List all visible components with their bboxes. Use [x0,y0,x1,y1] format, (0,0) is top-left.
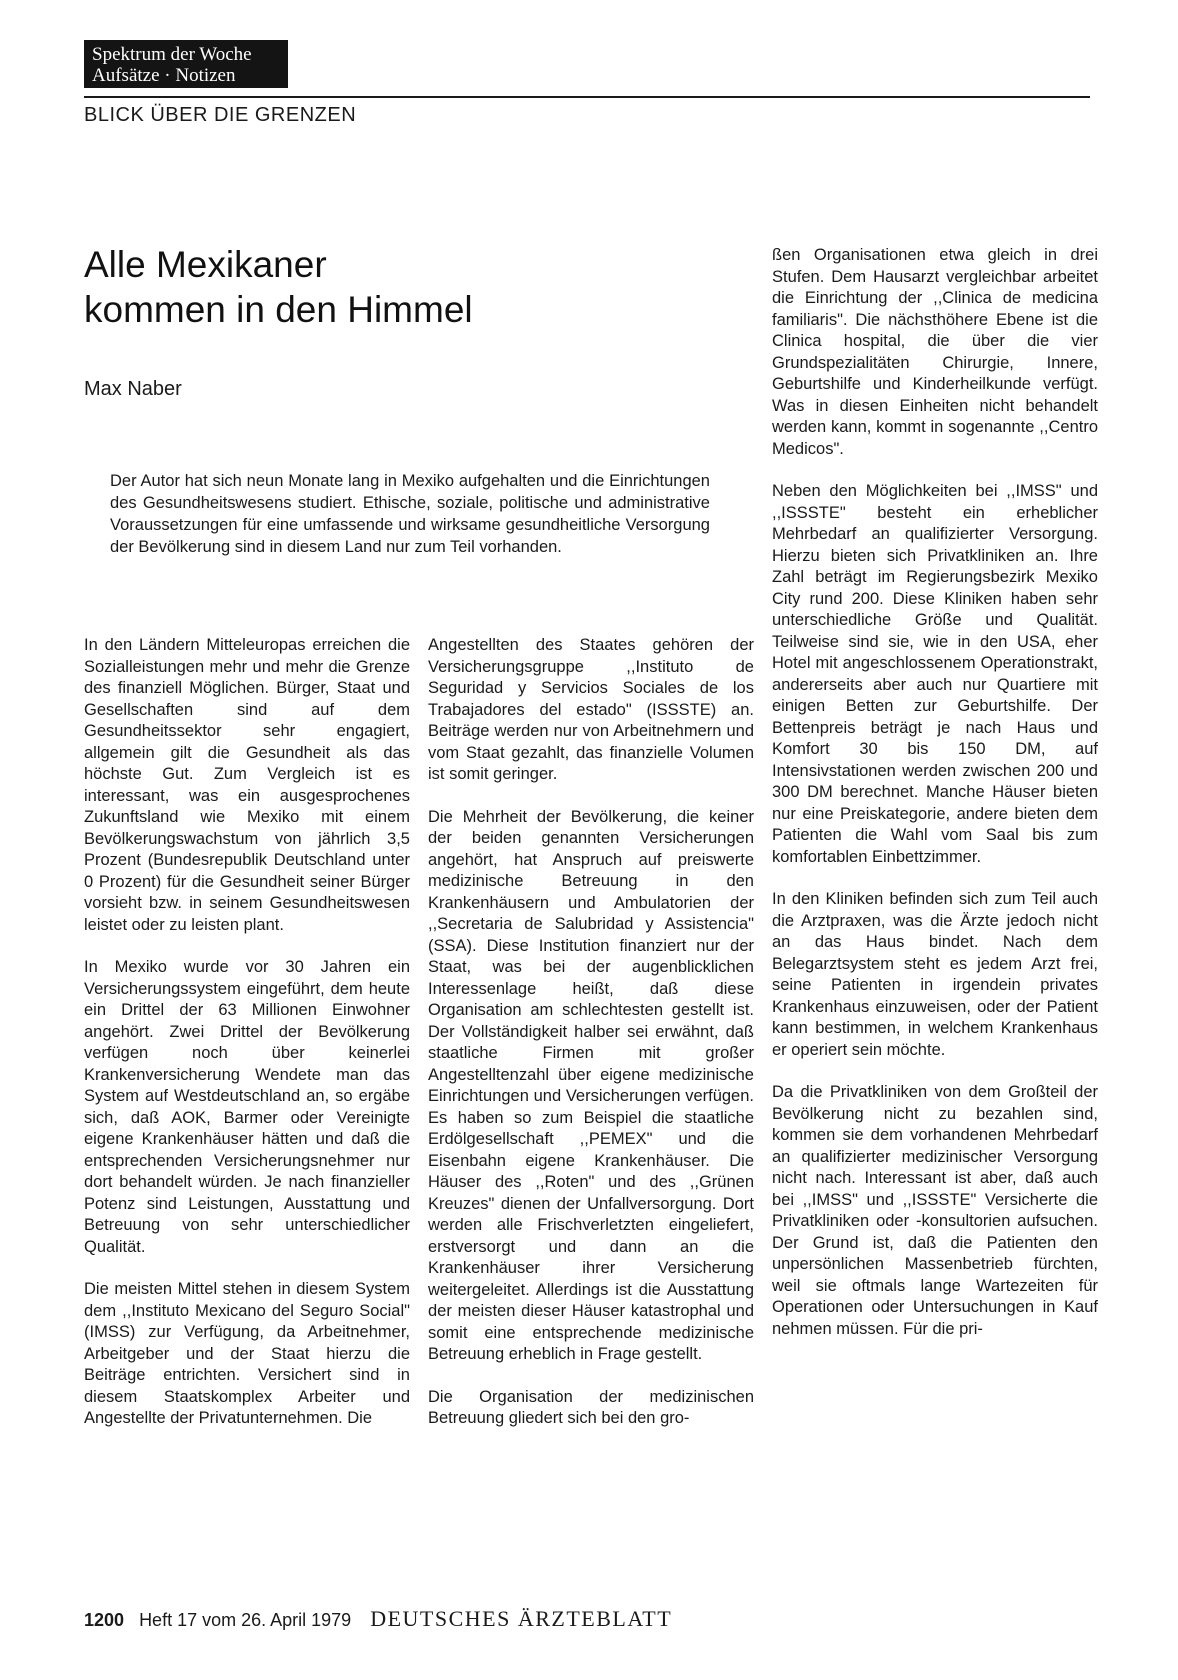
journal-name: DEUTSCHES ÄRZTEBLATT [370,1606,673,1631]
author-name: Max Naber [84,378,182,400]
paragraph: In den Ländern Mitteleuropas erreichen die Sozialleistungen mehr und mehr die Grenze des finanziell Möglichen. Bürger, Staat und Gesellschaften sind auf dem Gesundheitssektor sehr engagiert, allgemein gilt die Gesundheit als das höchste Gut. Zum Vergleich ist es interessant, was ein ausgesprochenes Zukunftsland wie Mexiko mit einem Bevölkerungswachstum von jährlich 3,5 Prozent (Bundesrepublik Deutschland unter 0 Prozent) für die Gesundheit seiner Bürger vorsieht bzw. in seinem Gesundheitswesen leistet oder zu leisten plant. [84,636,410,934]
header-line-2: Aufsätze · Notizen [92,65,236,86]
header-rule [84,96,1090,98]
paragraph: In den Kliniken befinden sich zum Teil auch die Arztpraxen, was die Ärzte jedoch nicht an das Haus bindet. Nach dem Belegarztsystem steht es jedem Arzt frei, seine Patienten in irgendein privates Krankenhaus einzuweisen, oder der Patient kann bestimmen, in welchem Krankenhaus er operiert sein möchte. [772,890,1098,1059]
title-line-1: Alle Mexikaner [84,244,327,285]
paragraph: Die Mehrheit der Bevölkerung, die keiner der beiden genannten Versicherungen angehört, hat Anspruch auf preiswerte medizinische Betreuung in den Krankenhäusern und Ambulatorien der ,,Secretaria de Salubridad y Assistencia" (SSA). Diese Institution finanziert nur der Staat, was bei der augenblicklichen Interessenlage heißt, daß diese Organisation am schlechtesten gestellt ist. Der Vollständigkeit halber sei erwähnt, daß staatliche Firmen mit großer Angestelltenzahl über eigene medizinische Einrichtungen und Versicherungen verfügen. Es haben so zum Beispiel die staatliche Erdölgesellschaft ,,PEMEX" und die Eisenbahn eigene Krankenhäuser. Die Häuser des ,,Roten" und des ,,Grünen Kreuzes" dienen der Unfallversorgung. Dort werden alle Frischverletzten eingeliefert, erstversorgt und dann an die Krankenhäuser ihrer Versicherung weitergeleitet. Allerdings ist die Ausstattung der meisten dieser Häuser katastrophal und somit eine entsprechende medizinische Betreuung erheblich in Frage gestellt. [428,807,754,1363]
text-column-3 [772,245,1098,1361]
text-column-2 [428,635,754,1451]
issue-info: Heft 17 vom 26. April 1979 [139,1610,352,1630]
paragraph: Die Organisation der medizinischen Betreuung gliedert sich bei den gro- [428,1387,754,1427]
paragraph: Die meisten Mittel stehen in diesem System dem ,,Instituto Mexicano del Seguro Social" (IMSS) zur Verfügung, da Arbeitnehmer, Arbeitgeber und der Staat hierzu die Beiträge entrichten. Versichert sind in diesem Staatskomplex Arbeiter und Angestellte der Privatunternehmen. Die [84,1280,410,1427]
paragraph: Angestellten des Staates gehören der Versicherungsgruppe ,,Instituto de Seguridad y Servicios Sociales de los Trabajadores del estado" (ISSSTE) an. Beiträge werden nur von Arbeitnehmern und vom Staat gezahlt, das finanzielle Volumen ist somit geringer. [428,636,754,783]
section-header-box [84,40,288,88]
article-title [84,242,473,332]
header-line-1: Spektrum der Woche [92,44,252,65]
abstract: Der Autor hat sich neun Monate lang in Mexiko aufgehalten und die Einrichtungen des Gesundheitswesens studiert. Ethische, soziale, politische und administrative Voraussetzungen für eine umfassende und wirksame gesundheitliche Versorgung der Bevölkerung sind in diesem Land nur zum Teil vorhanden. [110,472,710,556]
paragraph: Neben den Möglichkeiten bei ,,IMSS" und ,,ISSSTE" besteht ein erheblicher Mehrbedarf an qualifizierter Versorgung. Hierzu bieten sich Privatkliniken an. Ihre Zahl beträgt im Regierungsbezirk Mexiko City rund 200. Diese Kliniken haben sehr unterschiedliche Größe und Qualität. Teilweise sind sie, wie in den USA, eher Hotel mit angeschlossenem Operationstrakt, andererseits aber auch nur Quartiere mit einigen Betten zur Geburtshilfe. Der Bettenpreis beträgt je nach Haus und Komfort 30 bis 150 DM, auf Intensivstationen werden zwischen 200 und 300 DM berechnet. Manche Häuser bieten nur eine Preiskategorie, andere bieten dem Patienten die Wahl vom Saal bis zum komfortablen Einbettzimmer. [772,482,1098,866]
text-column-1 [84,635,410,1451]
title-line-2: kommen in den Himmel [84,289,473,330]
page-footer [84,1606,672,1632]
section-label: BLICK ÜBER DIE GRENZEN [84,104,357,126]
paragraph: ßen Organisationen etwa gleich in drei Stufen. Dem Hausarzt vergleichbar arbeitet die Einrichtung der ,,Clinica de medicina familiaris". Die nächsthöhere Ebene ist die Clinica hospital, die über die vier Grundspezialitäten Chirurgie, Innere, Geburtshilfe und Kinderheilkunde verfügt. Was in diesen Einheiten nicht behandelt werden kann, kommt in sogenannte ,,Centro Medicos". [772,246,1098,458]
paragraph: In Mexiko wurde vor 30 Jahren ein Versicherungssystem eingeführt, dem heute ein Drittel der 63 Millionen Einwohner angehört. Zwei Drittel der Bevölkerung verfügen noch über keinerlei Krankenversicherung Wendete man das System auf Westdeutschland an, so ergäbe sich, daß AOK, Barmer oder Vereinigte eigene Krankenhäuser hätten und daß die entsprechenden Versicherungsnehmer nur dort behandelt würden. Je nach finanzieller Potenz sind Leistungen, Ausstattung und Betreuung von sehr unterschiedlicher Qualität. [84,958,410,1256]
paragraph: Da die Privatkliniken von dem Großteil der Bevölkerung nicht zu bezahlen sind, kommen sie dem vorhandenen Mehrbedarf an qualifizierter medizinischer Versorgung nicht nach. Interessant ist aber, daß auch bei ,,IMSS" und ,,ISSSTE" Versicherte die Privatkliniken oder -konsultorien aufsuchen. Der Grund ist, daß die Patienten den unpersönlichen Massenbetrieb fürchten, weil sie oftmals lange Wartezeiten für Operationen oder Untersuchungen in Kauf nehmen müssen. Für die pri- [772,1083,1098,1338]
page-number: 1200 [84,1610,125,1630]
